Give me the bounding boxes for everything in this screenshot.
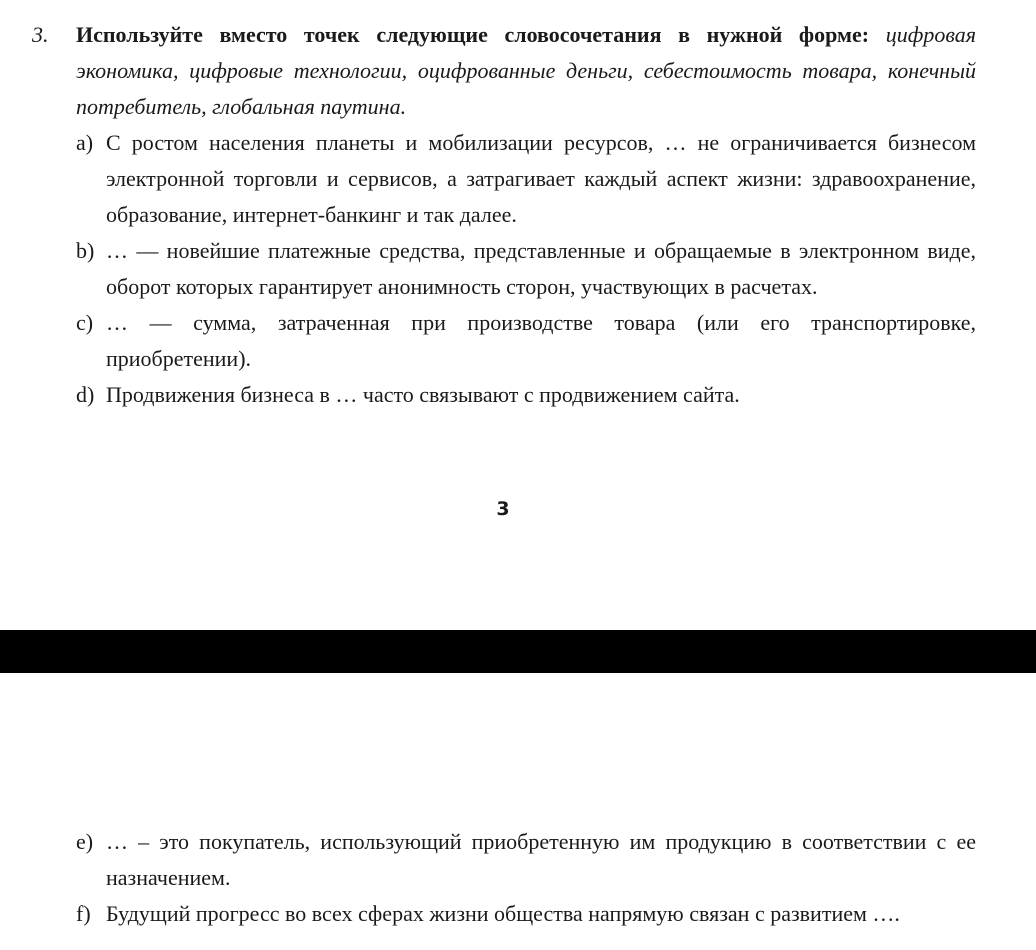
item-letter: b) <box>76 238 95 263</box>
item-text: Будущий прогресс во всех сферах жизни общества напрямую связан с развитием …. <box>106 901 900 926</box>
list-item-a <box>32 125 976 233</box>
page-break-bar <box>0 630 1036 673</box>
item-text: Продвижения бизнеса в … часто связывают с продвижением сайта. <box>106 382 740 407</box>
item-text: … — сумма, затраченная при производстве товара (или его транспортировке, приобретении). <box>106 310 976 371</box>
exercise-word-list: цифровая экономика, цифровые технологии, оцифрованные деньги, себестоимость товара, конечный потребитель, глобальная паутина. <box>76 22 976 119</box>
document-page-bottom <box>32 824 976 932</box>
list-item-c <box>32 305 976 377</box>
exercise-number: 3. <box>32 22 49 47</box>
item-letter: a) <box>76 130 94 155</box>
exercise-instruction-block <box>76 17 976 125</box>
list-item-d <box>32 377 976 413</box>
list-item-f <box>32 896 976 932</box>
item-text: С ростом населения планеты и мобилизации ресурсов, … не ограничивается бизнесом электронной торговли и сервисов, а затрагивает каждый аспект жизни: здравоохранение, образование, интернет-банкинг и так далее. <box>106 130 976 227</box>
item-text: … — новейшие платежные средства, представленные и обращаемые в электронном виде, оборот которых гарантирует анонимность сторон, участвующих в расчетах. <box>106 238 976 299</box>
exercise-instruction: Используйте вместо точек следующие словосочетания в нужной форме: <box>76 22 870 47</box>
item-letter: f) <box>76 901 91 926</box>
list-item-b <box>32 233 976 305</box>
item-text: … – это покупатель, использующий приобретенную им продукцию в соответствии с ее назначением. <box>106 829 976 890</box>
list-item-e <box>32 824 976 896</box>
exercise-3 <box>32 17 976 413</box>
item-letter: e) <box>76 829 94 854</box>
page-number: 3 <box>496 498 510 520</box>
item-letter: c) <box>76 310 94 335</box>
exercise-items <box>32 125 976 413</box>
item-letter: d) <box>76 382 95 407</box>
